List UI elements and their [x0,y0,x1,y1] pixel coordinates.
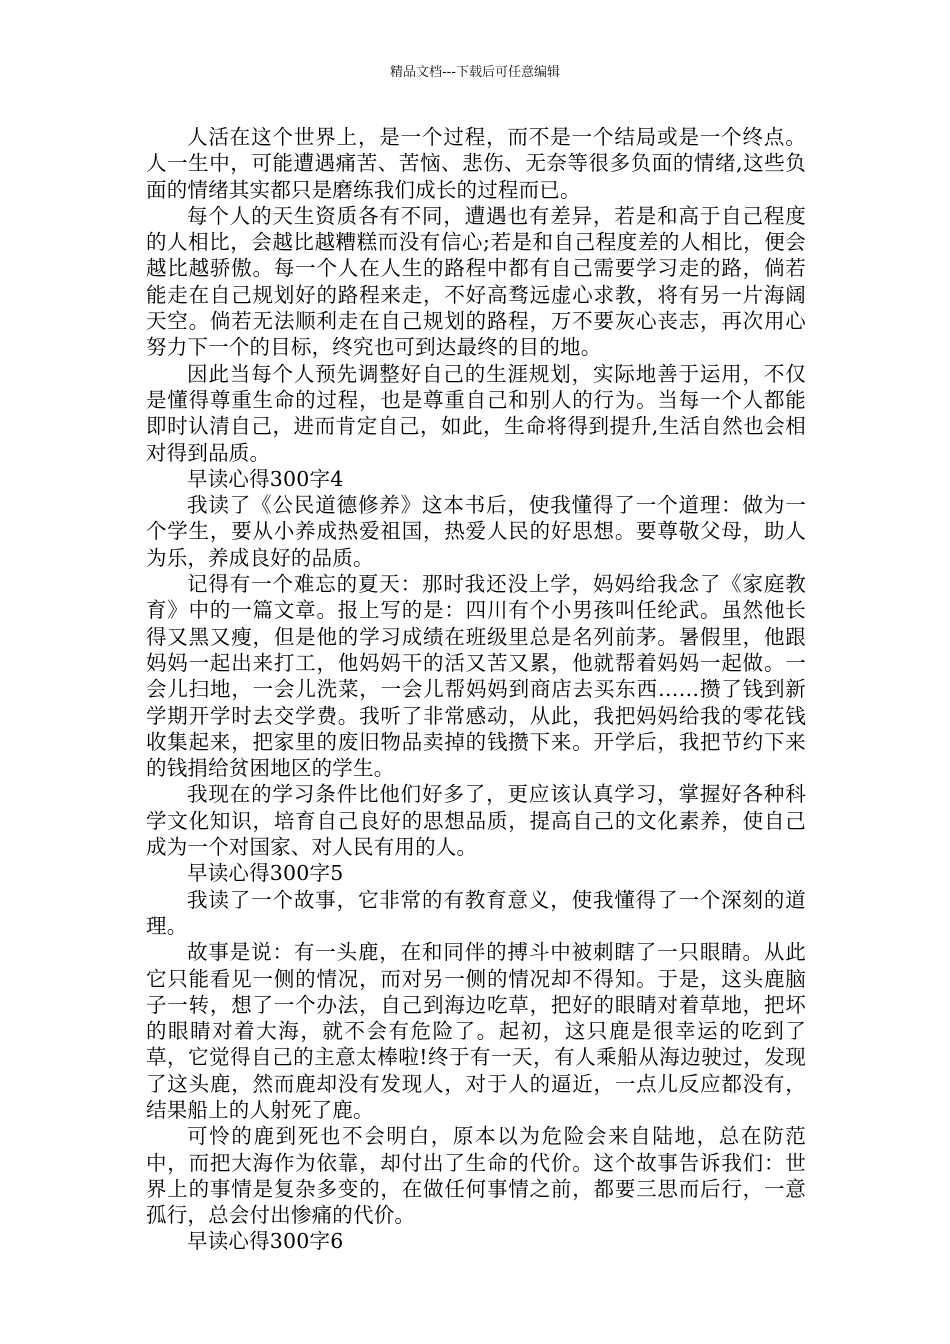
paragraph-aptitude: 每个人的天生资质各有不同，遭遇也有差异，若是和高于自己程度的人相比，会越比越糟糕而没有信心;若是和自己程度差的人相比，便会越比越骄傲。每一个人在人生的路程中都有自己需要学习走的路，倘若能走在自己规划好的路程来走，不好高骛远虚心求教，将有另一片海阔天空。倘若无法顺利走在自己规划的路程，万不要灰心丧志，再次用心努力下一个的目标，终究也可到达最终的目的地。 [146,203,806,360]
paragraph-civic-morality: 我读了《公民道德修养》这本书后，使我懂得了一个道理：做为一个学生，要从小养成热爱祖国，热爱人民的好思想。要尊敬父母，助人为乐，养成良好的品质。 [146,493,806,570]
document-body [146,124,806,1255]
page-header: 精品文档---下载后可任意编辑 [389,65,561,80]
section-heading-6: 早读心得300字6 [187,1229,344,1254]
paragraph-career-planning: 因此当每个人预先调整好自己的生涯规划，实际地善于运用，不仅是懂得尊重生命的过程，也是尊重自己和别人的行为。当每一个人都能即时认清自己，进而肯定自己，如此，生命将得到提升,生活自然也会相对得到品质。 [146,361,806,465]
paragraph-deer-moral: 可怜的鹿到死也不会明白，原本以为危险会来自陆地，总在防范中，而把大海作为依靠，却付出了生命的代价。这个故事告诉我们：世界上的事情是复杂多变的，在做任何事情之前，都要三思而后行，一意孤行，总会付出惨痛的代价。 [146,1124,806,1228]
paragraph-summer-story: 记得有一个难忘的夏天：那时我还没上学，妈妈给我念了《家庭教育》中的一篇文章。报上写的是：四川有个小男孩叫任纶武。虽然他长得又黑又瘦，但是他的学习成绩在班级里总是名列前茅。暑假里，他跟妈妈一起出来打工，他妈妈干的活又苦又累，他就帮着妈妈一起做。一会儿扫地，一会儿洗菜，一会儿帮妈妈到商店去买东西……攒了钱到新学期开学时去交学费。我听了非常感动，从此，我把妈妈给我的零花钱收集起来，把家里的废旧物品卖掉的钱攒下来。开学后，我把节约下来的钱捐给贫困地区的学生。 [146,572,806,781]
paragraph-story-intro: 我读了一个故事，它非常的有教育意义，使我懂得了一个深刻的道理。 [146,887,806,938]
paragraph-study-conditions: 我现在的学习条件比他们好多了，更应该认真学习，掌握好各种科学文化知识，培育自己良好的思想品质，提高自己的文化素养，使自己成为一个对国家、对人民有用的人。 [146,782,806,860]
paragraph-deer-story: 故事是说：有一头鹿，在和同伴的搏斗中被刺瞎了一只眼睛。从此它只能看见一侧的情况，而对另一侧的情况却不得知。于是，这头鹿脑子一转，想了一个办法，自己到海边吃草，把好的眼睛对着草地，把坏的眼睛对着大海，就不会有危险了。起初，这只鹿是很幸运的吃到了草，它觉得自己的主意太棒啦!终于有一天，有人乘船从海边驶过，发现了这头鹿，然而鹿却没有发现人，对于人的逼近，一点儿反应都没有，结果船上的人射死了鹿。 [146,940,806,1122]
paragraph-intro: 人活在这个世界上，是一个过程，而不是一个结局或是一个终点。人一生中，可能遭遇痛苦、苦恼、悲伤、无奈等很多负面的情绪,这些负面的情绪其实都只是磨练我们成长的过程而已。 [146,125,806,202]
section-heading-5: 早读心得300字5 [187,861,344,886]
section-heading-4: 早读心得300字4 [187,466,344,491]
